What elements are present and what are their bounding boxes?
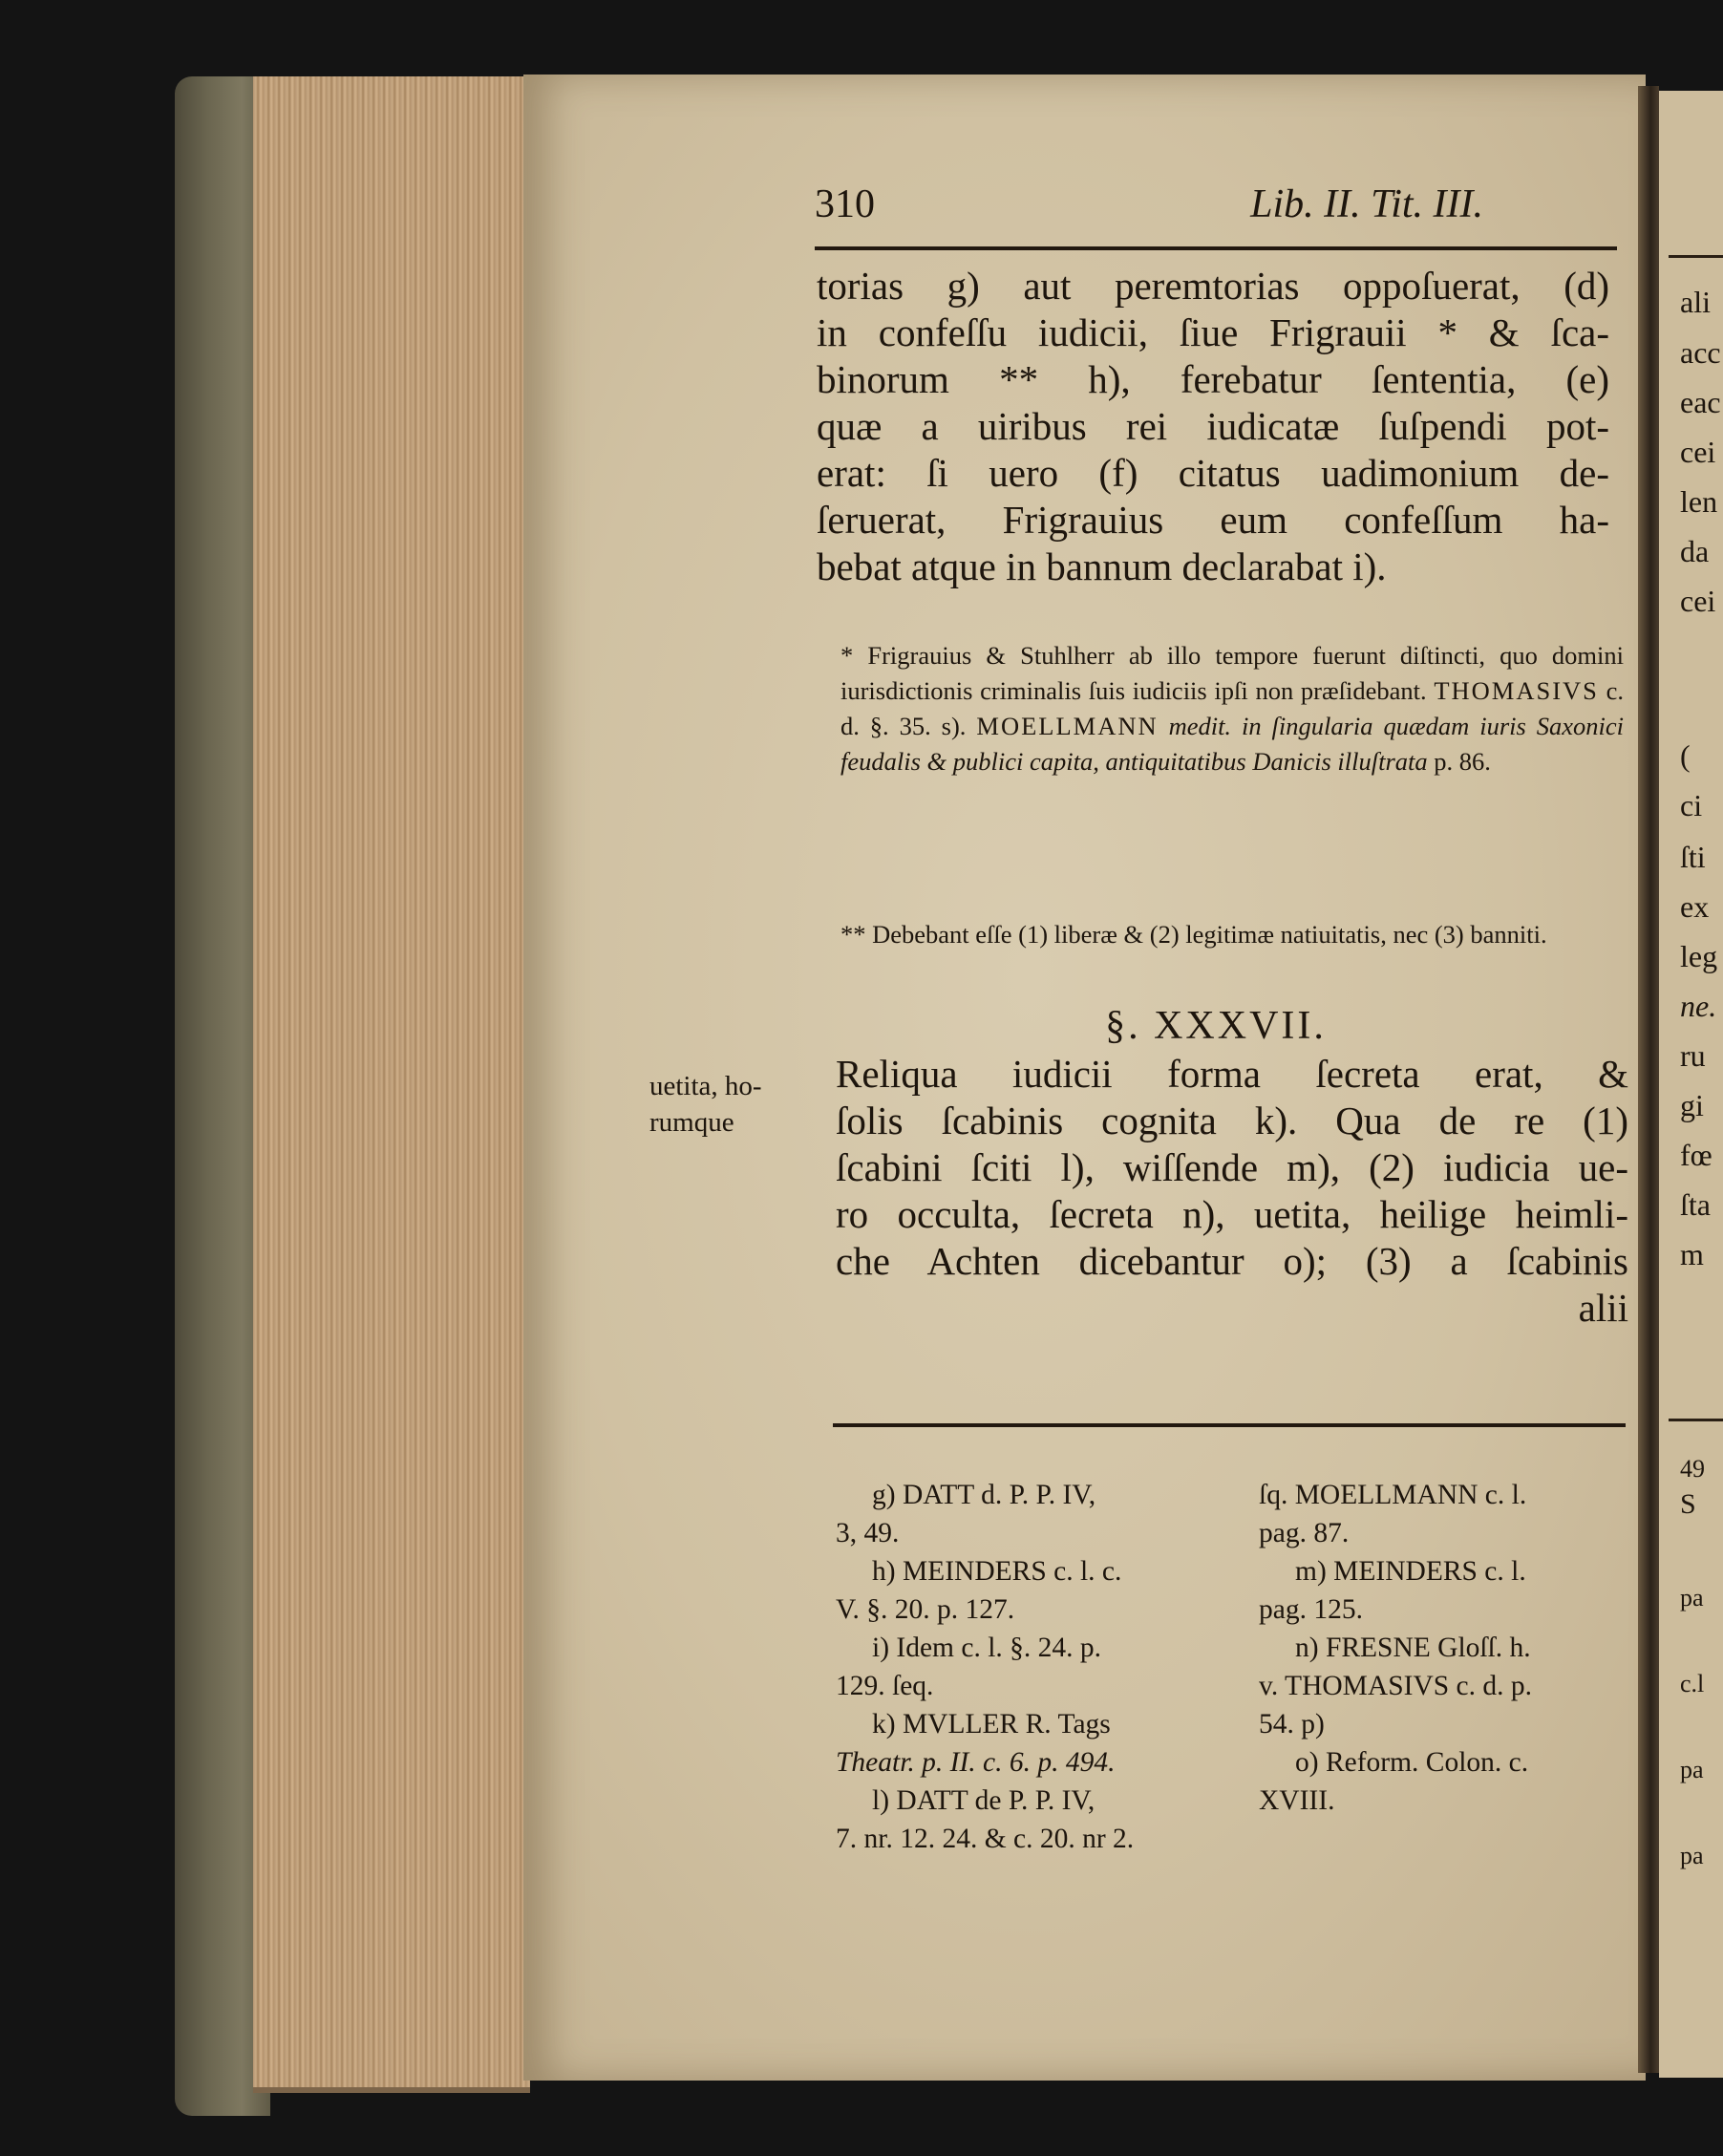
footnotes-left-column [836,1476,1227,1858]
footnote-rule [833,1423,1626,1427]
text-line: bebat atque in bannum declarabat i). [817,544,1387,588]
footnote-line: 54. p) [1259,1709,1325,1740]
facing-fragment: fœ [1680,1138,1712,1172]
marginal-note [649,1068,793,1141]
text-line: erat: ſi uero (f) citatus uadimonium de- [817,451,1609,495]
text-line: quæ a uiribus rei iudicatæ ſuſpendi pot- [817,404,1609,448]
footnote-line: 7. nr. 12. 24. & c. 20. nr 2. [836,1824,1135,1854]
footnote-line: k) MVLLER R. Tags [872,1709,1111,1740]
footnote-double-star [840,917,1624,952]
text-line: ro occulta, ſecreta n), uetita, heilige heimli- [836,1192,1628,1236]
section-heading: §. XXXVII. [1105,1004,1327,1048]
facing-fragment: ſti [1680,840,1706,874]
main-text [817,263,1609,590]
facing-fragment: ex [1680,889,1710,924]
note-text: c. d. §. 35. s). [840,676,1624,740]
footnote-line: V. §. 20. p. 127. [836,1594,1015,1625]
note-work-title: medit. in ſingularia quædam iuris Saxonici feudalis & publici capita, antiquitatibus Danicis illuſtrata [840,712,1625,776]
facing-fragment: ſta [1680,1187,1711,1222]
facing-fragment: acc [1680,335,1721,370]
binding-gutter [1638,86,1659,2073]
facing-fragment: m [1680,1237,1704,1271]
footnote-line: pag. 125. [1259,1594,1363,1625]
facing-fragment: S [1680,1488,1696,1520]
facing-fragment: ( [1680,738,1691,773]
running-title: Lib. II. Tit. III. [1250,182,1483,226]
catchword: alii [1578,1286,1628,1330]
page-header [815,181,1617,224]
footnote-line: n) FRESNE Gloſſ. h. [1295,1633,1531,1663]
section-text [836,1051,1628,1332]
facing-fragment: da [1680,534,1710,568]
footnote-line: m) MEINDERS c. l. [1295,1556,1526,1587]
facing-fragment: ne. [1680,989,1717,1023]
footnote-line: v. THOMASIVS c. d. p. [1259,1671,1532,1701]
facing-page-rule [1669,255,1723,258]
page-number: 310 [815,182,875,226]
footnote-line: 129. ſeq. [836,1671,934,1701]
facing-fragment: gi [1680,1088,1704,1122]
note-text: Frigrauius & Stuhlherr ab illo tempore fuerunt diſtincti, quo domini iurisdictionis criminalis ſuis iudiciis ipſi non præſidebant. [840,641,1625,705]
note-author: MOELLMANN [976,712,1159,740]
facing-fragment: pa [1680,1584,1704,1612]
note-text: Debebant eſſe (1) liberæ & (2) legitimæ natiuitatis, nec (3) banniti. [872,920,1547,949]
footnote-line: ſq. MOELLMANN c. l. [1259,1480,1527,1510]
footnote-line: pag. 87. [1259,1518,1350,1548]
note-text: p. 86. [1434,747,1491,776]
footnote-line: o) Reform. Colon. c. [1295,1747,1529,1778]
footnote-line: i) Idem c. l. §. 24. p. [872,1633,1102,1663]
note-marker: ** [840,920,866,949]
footnote-line: l) DATT de P. P. IV, [872,1785,1095,1816]
facing-page-fragment [1659,91,1723,2078]
facing-fragment: ali [1680,285,1711,319]
text-line: ſcabini ſciti l), wiſſende m), (2) iudicia ue- [836,1145,1628,1189]
facing-fragment: len [1680,484,1718,519]
facing-page-rule [1669,1419,1723,1421]
facing-fragment: 49 [1680,1455,1705,1483]
text-line: Reliqua iudicii forma ſecreta erat, & [836,1052,1628,1096]
footnote-line: XVIII. [1259,1785,1335,1816]
text-line: in confeſſu iudicii, ſiue Frigrauii * & ſca- [817,310,1609,354]
footnote-star [840,638,1624,779]
marginal-line: rumque [649,1107,734,1138]
text-line: binorum ** h), ferebatur ſententia, (e) [817,357,1609,401]
facing-fragment: pa [1680,1842,1704,1869]
text-line: ſeruerat, Frigrauius eum confeſſum ha- [817,498,1609,542]
facing-fragment: cei [1680,584,1716,618]
text-line: ſolis ſcabinis cognita k). Qua de re (1) [836,1099,1628,1142]
facing-fragment: ru [1680,1038,1706,1073]
text-line: che Achten dicebantur o); (3) a ſcabinis [836,1239,1628,1283]
footnote-line: 3, 49. [836,1518,900,1548]
facing-fragment: eac [1680,385,1721,419]
note-marker: * [840,641,854,670]
marginal-line: uetita, ho- [649,1071,762,1101]
footnote-line: h) MEINDERS c. l. c. [872,1556,1122,1587]
page-edges [253,76,530,2093]
facing-fragment: leg [1680,939,1718,973]
note-author: THOMASIVS [1434,676,1599,705]
facing-fragment: ci [1680,788,1703,822]
facing-fragment: cei [1680,435,1716,469]
footnote-line: g) DATT d. P. P. IV, [872,1480,1096,1510]
facing-fragment: pa [1680,1756,1704,1783]
text-line: torias g) aut peremtorias oppoſuerat, (d) [817,264,1609,308]
footnote-line: Theatr. p. II. c. 6. p. 494. [836,1747,1116,1778]
header-rule [815,246,1617,250]
facing-fragment: c.l [1680,1670,1705,1697]
footnotes-right-column [1259,1476,1631,1820]
